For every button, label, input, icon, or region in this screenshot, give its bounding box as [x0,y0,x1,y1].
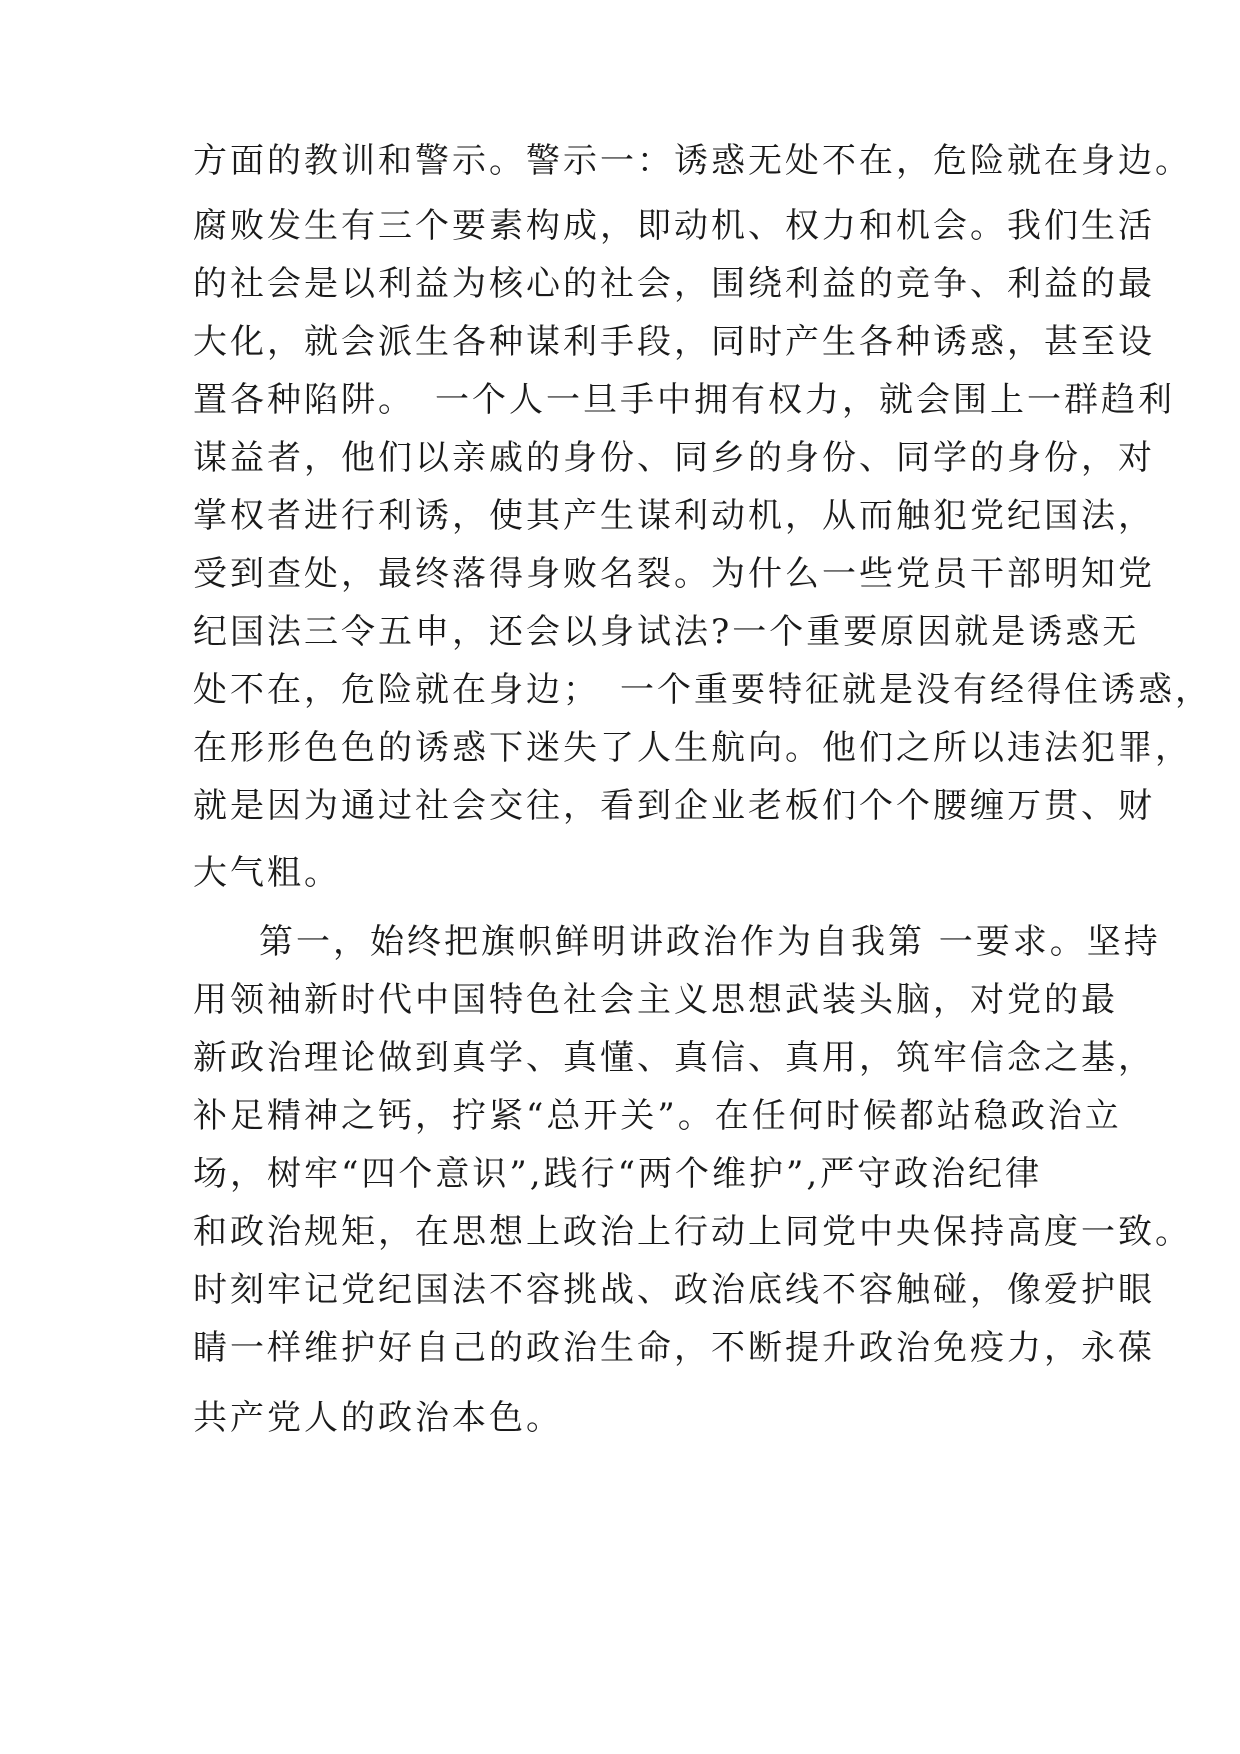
text-line: 置各种陷阱。 一个人一旦手中拥有权力，就会围上一群趋利 [193,380,1175,420]
text-line: 共产党人的政治本色。 [193,1398,563,1438]
text-line: 睛一样维护好自己的政治生命，不断提升政治免疫力，永葆 [193,1328,1155,1368]
text-line: 在形形色色的诱惑下迷失了人生航向。他们之所以违法犯罪， [193,728,1192,768]
text-line: 就是因为通过社会交往，看到企业老板们个个腰缠万贯、财 [193,786,1155,826]
text-line: 处不在，危险就在身边； 一个重要特征就是没有经得住诱惑， [193,670,1212,710]
text-line: 补足精神之钙，拧紧“总开关”。在任何时候都站稳政治立 [193,1096,1122,1136]
text-line: 受到查处，最终落得身败名裂。为什么一些党员干部明知党 [193,554,1155,594]
text-line: 用领袖新时代中国特色社会主义思想武装头脑，对党的最 [193,980,1118,1020]
text-line: 大气粗。 [193,853,341,893]
text-line: 和政治规矩，在思想上政治上行动上同党中央保持高度一致。 [193,1212,1192,1252]
text-line: 场，树牢“四个意识”,践行“两个维护”,严守政治纪律 [193,1154,1043,1194]
text-line: 新政治理论做到真学、真懂、真信、真用，筑牢信念之基， [193,1038,1155,1078]
text-line: 谋益者，他们以亲戚的身份、同乡的身份、同学的身份，对 [193,438,1155,478]
text-line: 大化，就会派生各种谋利手段，同时产生各种诱惑，甚至设 [193,322,1155,362]
text-line: 第一，始终把旗帜鲜明讲政治作为自我第 一要求。坚持 [259,922,1161,962]
text-line: 掌权者进行利诱，使其产生谋利动机，从而触犯党纪国法， [193,496,1155,536]
text-line: 方面的教训和警示。警示一：诱惑无处不在，危险就在身边。 [193,141,1192,181]
text-line: 时刻牢记党纪国法不容挑战、政治底线不容触碰，像爱护眼 [193,1270,1155,1310]
text-line: 的社会是以利益为核心的社会，围绕利益的竞争、利益的最 [193,264,1155,304]
text-line: 腐败发生有三个要素构成，即动机、权力和机会。我们生活 [193,206,1155,246]
text-line: 纪国法三令五申，还会以身试法?一个重要原因就是诱惑无 [193,612,1140,652]
